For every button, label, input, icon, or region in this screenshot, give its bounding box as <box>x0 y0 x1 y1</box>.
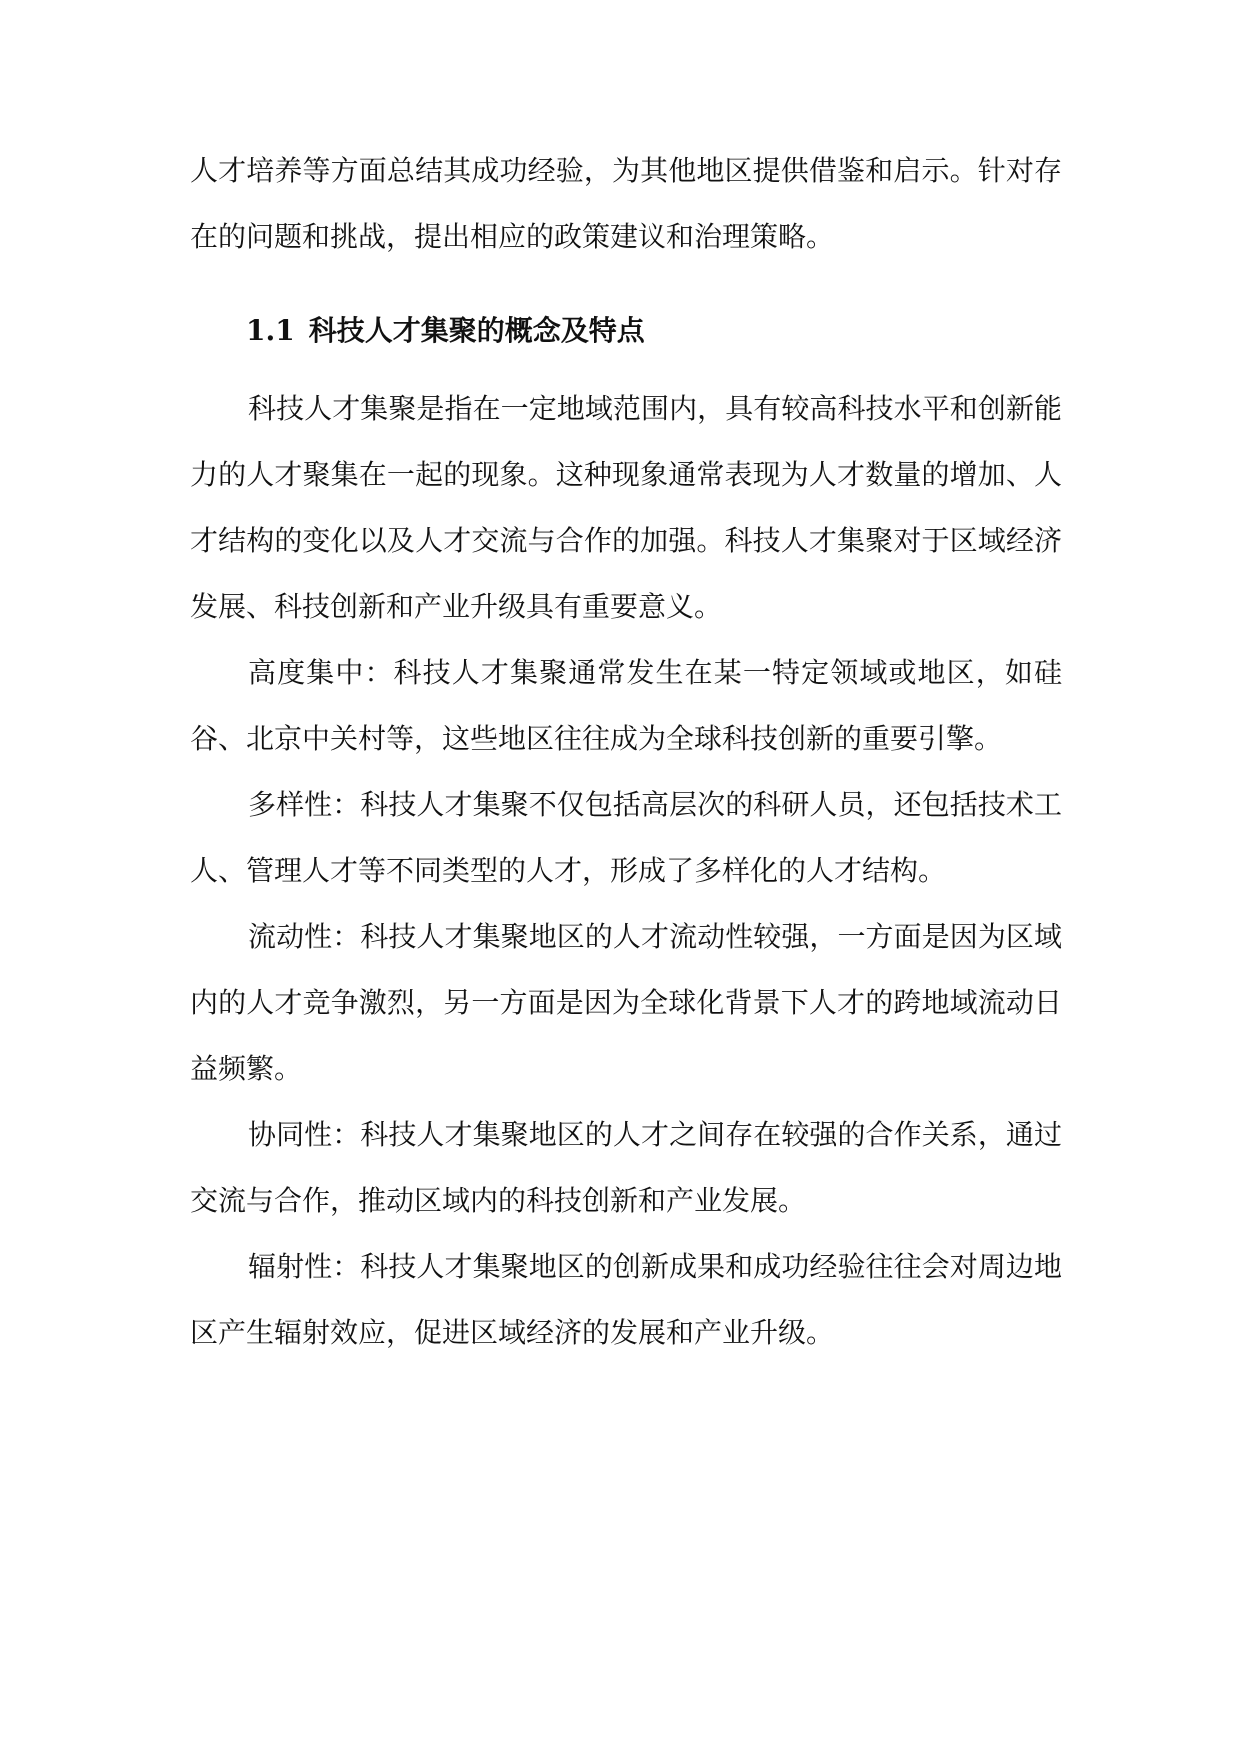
section-title: 科技人才集聚的概念及特点 <box>308 314 645 347</box>
paragraph-concentration: 高度集中：科技人才集聚通常发生在某一特定领域或地区，如硅谷、北京中关村等，这些地区往往成为全球科技创新的重要引擎。 <box>190 656 1062 755</box>
paragraph-diversity: 多样性：科技人才集聚不仅包括高层次的科研人员，还包括技术工人、管理人才等不同类型的人才，形成了多样化的人才结构。 <box>190 788 1062 887</box>
page-content <box>190 138 1062 1366</box>
section-number: 1.1 <box>246 314 295 347</box>
section-heading <box>190 298 1062 364</box>
paragraph-continued: 人才培养等方面总结其成功经验，为其他地区提供借鉴和启示。针对存在的问题和挑战，提出相应的政策建议和治理策略。 <box>190 154 1062 253</box>
paragraph-synergy: 协同性：科技人才集聚地区的人才之间存在较强的合作关系，通过交流与合作，推动区域内的科技创新和产业发展。 <box>190 1118 1062 1217</box>
paragraph-mobility: 流动性：科技人才集聚地区的人才流动性较强，一方面是因为区域内的人才竞争激烈，另一方面是因为全球化背景下人才的跨地域流动日益频繁。 <box>190 920 1062 1085</box>
paragraph-definition: 科技人才集聚是指在一定地域范围内，具有较高科技水平和创新能力的人才聚集在一起的现象。这种现象通常表现为人才数量的增加、人才结构的变化以及人才交流与合作的加强。科技人才集聚对于区域经济发展、科技创新和产业升级具有重要意义。 <box>190 392 1062 623</box>
paragraph-radiation: 辐射性：科技人才集聚地区的创新成果和成功经验往往会对周边地区产生辐射效应，促进区域经济的发展和产业升级。 <box>190 1250 1062 1349</box>
